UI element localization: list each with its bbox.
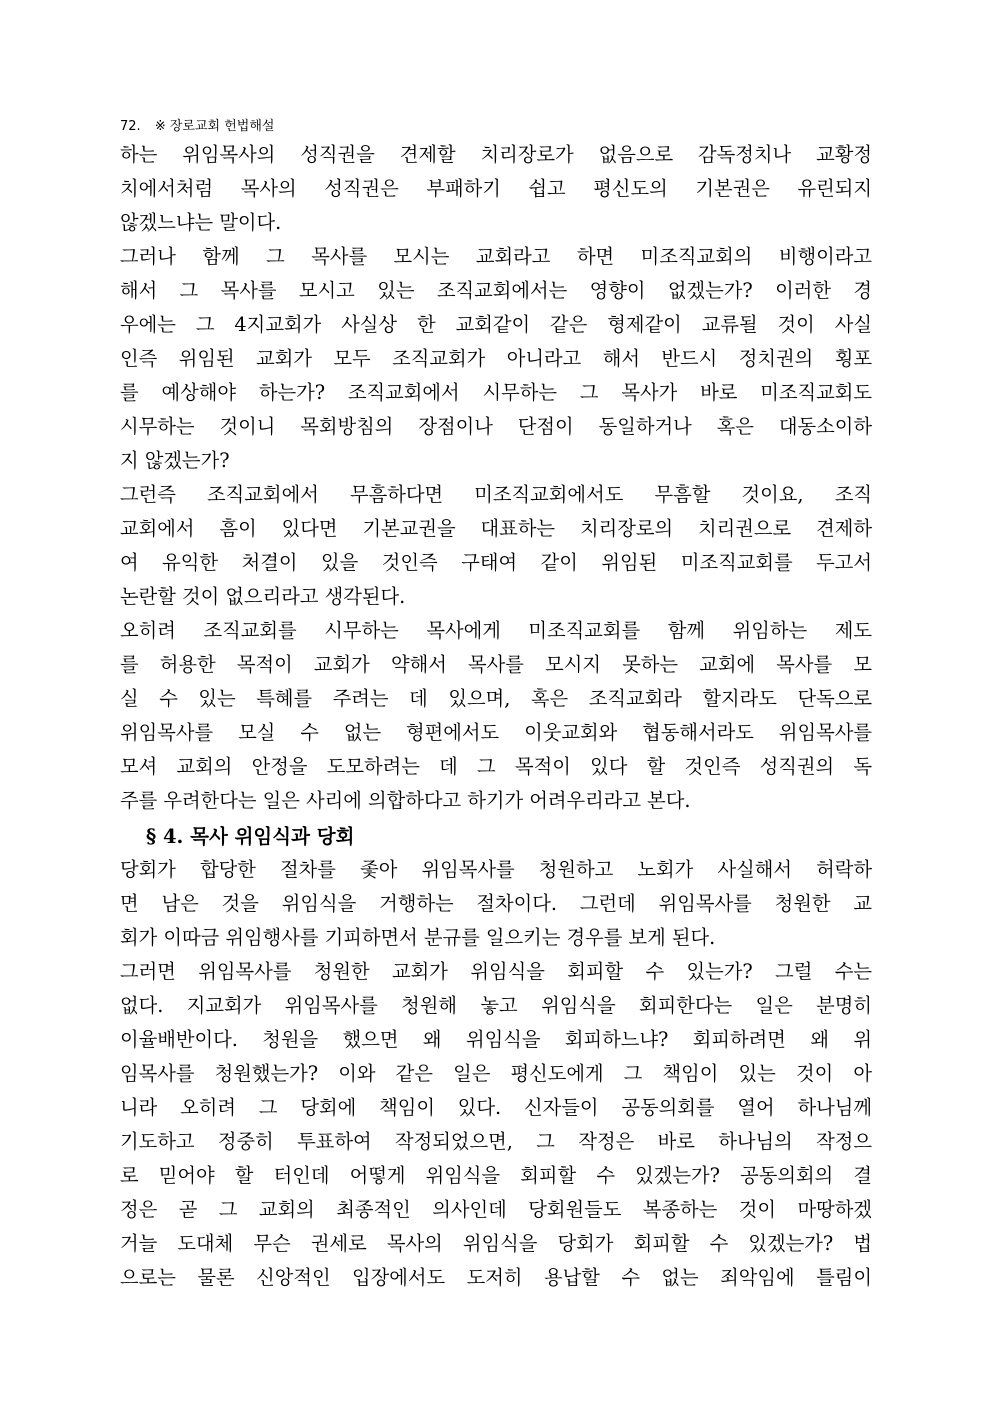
text-line: 그러나 함께 그 목사를 모시는 교회라고 하면 미조직교회의 비행이라고 <box>120 245 872 268</box>
text-line: 로 믿어야 할 터인데 어떻게 위임식을 회피할 수 있겠는가? 공동의회의 결 <box>120 1164 872 1187</box>
text-line: 이율배반이다. 청원을 했으면 왜 위임식을 회피하느냐? 회피하려면 왜 위 <box>120 1028 872 1051</box>
text-line: 그런즉 조직교회에서 무흠하다면 미조직교회에서도 무흠할 것이요, 조직 <box>120 483 872 506</box>
text-line: 시무하는 것이니 목회방침의 장점이나 단점이 동일하거나 혹은 대동소이하 <box>120 415 872 438</box>
text-line: 치에서처럼 목사의 성직권은 부패하기 쉽고 평신도의 기본권은 유린되지 <box>120 177 872 200</box>
page-number: 72. <box>120 119 141 134</box>
text-line: 교회에서 흠이 있다면 기본교권을 대표하는 치리장로의 치리권으로 견제하 <box>120 517 872 540</box>
text-line: 하는 위임목사의 성직권을 견제할 치리장로가 없음으로 감독정치나 교황정 <box>120 143 872 166</box>
text-line: 오히려 조직교회를 시무하는 목사에게 미조직교회를 함께 위임하는 제도 <box>120 619 872 642</box>
book-title: ※ 장로교회 헌법해설 <box>154 119 275 134</box>
body-text-block-2 <box>120 853 872 1295</box>
text-line: 없다. 지교회가 위임목사를 청원해 놓고 위임식을 회피한다는 일은 분명히 <box>120 994 872 1017</box>
text-line: 정은 곧 그 교회의 최종적인 의사인데 당회원들도 복종하는 것이 마땅하겠 <box>120 1198 872 1221</box>
text-line: 니라 오히려 그 당회에 책임이 있다. 신자들이 공동의회를 열어 하나님께 <box>120 1096 872 1119</box>
text-line: 인즉 위임된 교회가 모두 조직교회가 아니라고 해서 반드시 정치권의 횡포 <box>120 347 872 370</box>
text-line: 해서 그 목사를 모시고 있는 조직교회에서는 영향이 없겠는가? 이러한 경 <box>120 279 872 302</box>
text-line: 주를 우려한다는 일은 사리에 의합하다고 하기가 어려우리라고 본다. <box>120 789 691 812</box>
text-line: 임목사를 청원했는가? 이와 같은 일은 평신도에게 그 책임이 있는 것이 아 <box>120 1062 872 1085</box>
text-line: 여 유익한 처결이 있을 것인즉 구태여 같이 위임된 미조직교회를 두고서 <box>120 551 872 574</box>
text-line: 기도하고 정중히 투표하여 작정되었으면, 그 작정은 바로 하나님의 작정으 <box>120 1130 872 1153</box>
text-line: 를 허용한 목적이 교회가 약해서 목사를 모시지 못하는 교회에 목사를 모 <box>120 653 872 676</box>
text-line: 지 않겠는가? <box>120 449 230 472</box>
text-line: 면 남은 것을 위임식을 거행하는 절차이다. 그런데 위임목사를 청원한 교 <box>120 892 872 915</box>
section-heading: § 4. 목사 위임식과 당회 <box>146 825 355 848</box>
text-line: 당회가 합당한 절차를 좇아 위임목사를 청원하고 노회가 사실해서 허락하 <box>120 858 872 881</box>
running-header <box>120 118 274 136</box>
text-line: 거늘 도대체 무슨 권세로 목사의 위임식을 당회가 회피할 수 있겠는가? 법 <box>120 1232 872 1255</box>
text-line: 그러면 위임목사를 청원한 교회가 위임식을 회피할 수 있는가? 그럴 수는 <box>120 960 872 983</box>
text-line: 실 수 있는 특혜를 주려는 데 있으며, 혹은 조직교회라 할지라도 단독으로 <box>120 687 872 710</box>
text-line: 위임목사를 모실 수 없는 형편에서도 이웃교회와 협동해서라도 위임목사를 <box>120 721 872 744</box>
text-line: 않겠느냐는 말이다. <box>120 211 282 234</box>
text-line: 우에는 그 4지교회가 사실상 한 교회같이 같은 형제같이 교류될 것이 사실 <box>120 313 872 336</box>
body-text-block-1 <box>120 138 872 818</box>
text-line: 으로는 물론 신앙적인 입장에서도 도저히 용납할 수 없는 죄악임에 틀림이 <box>120 1266 872 1289</box>
text-line: 논란할 것이 없으리라고 생각된다. <box>120 585 406 608</box>
text-line: 를 예상해야 하는가? 조직교회에서 시무하는 그 목사가 바로 미조직교회도 <box>120 381 872 404</box>
text-line: 회가 이따금 위임행사를 기피하면서 분규를 일으키는 경우를 보게 된다. <box>120 926 716 949</box>
text-line: 모셔 교회의 안정을 도모하려는 데 그 목적이 있다 할 것인즉 성직권의 독 <box>120 755 872 778</box>
